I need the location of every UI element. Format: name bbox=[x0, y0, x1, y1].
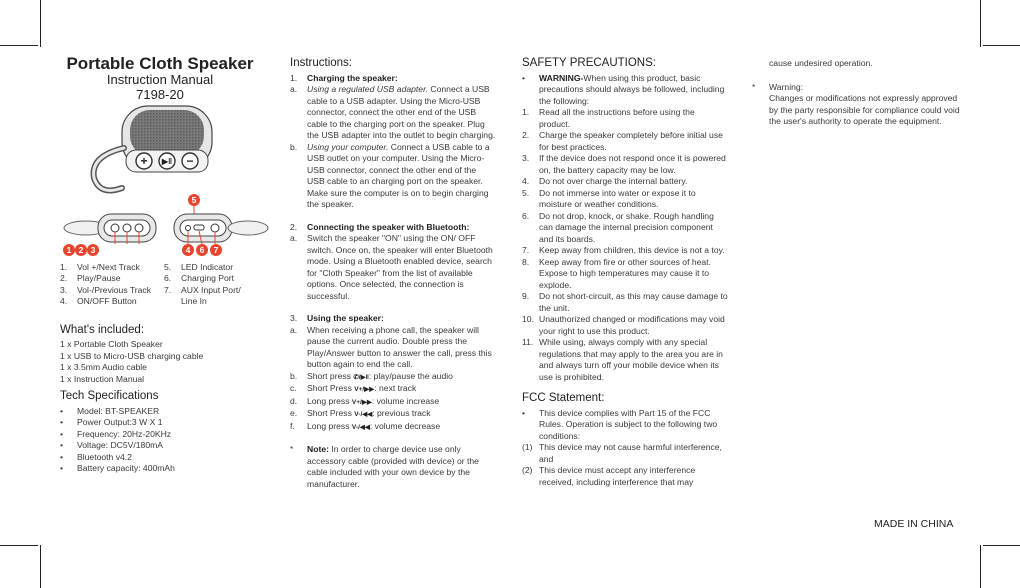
crop-mark bbox=[0, 545, 38, 546]
fcc-continuation: cause undesired operation. bbox=[769, 58, 873, 68]
badge-6: 6 bbox=[199, 244, 205, 255]
crop-mark bbox=[983, 45, 1020, 46]
badge-7: 7 bbox=[213, 244, 219, 255]
column-fcc-cont: cause undesired operation. * Warning: Changes or modifications not expressly approved by the party responsible for compliance could void the user's authority to operate the equipment. bbox=[752, 58, 962, 128]
svg-text:−: − bbox=[186, 153, 194, 168]
svg-text:+: + bbox=[140, 153, 148, 168]
svg-text:▶‖: ▶‖ bbox=[161, 156, 173, 166]
badge-3: 3 bbox=[90, 244, 96, 255]
column-overview bbox=[60, 54, 270, 475]
badge-5: 5 bbox=[191, 194, 197, 205]
speaker-illustration bbox=[60, 104, 270, 256]
safety-heading: SAFETY PRECAUTIONS: bbox=[522, 57, 656, 69]
charging-note: * Note: In order to charge device use only accessory cable (provided with device) or the cable included with your own device by the manufacturer. bbox=[290, 444, 479, 489]
warning-label: Warning: bbox=[769, 81, 804, 92]
fcc-heading: FCC Statement: bbox=[522, 392, 605, 404]
tech-heading: Tech Specifications bbox=[60, 390, 159, 402]
parts-legend: 1. Vol +/Next Track 2. Play/Pause 3. Vol-/Previous Track 4. ON/OFF Button 5. LED Indicator 6. Charging Port 7. AUX Input Port/ Line In bbox=[60, 261, 241, 306]
manual-subtitle: Instruction Manual bbox=[106, 71, 214, 87]
instructions-heading: Instructions: bbox=[290, 57, 352, 69]
included-heading: What's included: bbox=[60, 323, 145, 336]
made-in-label: MADE IN CHINA bbox=[874, 518, 954, 530]
manual-title: Portable Cloth Speaker bbox=[66, 54, 254, 73]
badge-1: 1 bbox=[66, 244, 72, 255]
side-view-left bbox=[64, 214, 156, 242]
included-list: 1 x Portable Cloth Speaker 1 x USB to Micro-USB charging cable 1 x 3.5mm Audio cable 1 x Instruction Manual bbox=[60, 339, 204, 384]
badge-4: 4 bbox=[185, 244, 191, 255]
crop-mark bbox=[40, 0, 41, 47]
badge-2: 2 bbox=[78, 244, 84, 255]
column-safety: SAFETY PRECAUTIONS: • WARNING-When using this product, basic precautions should always be followed, including the following: 1. Read all the instructions before using the product. 2. Charge the speaker completely before initial use for best practices. 3. If the device does not respond once it is powered on, the battery capacity may be low. 4. Do not over charge the internal battery. 5. Do not immerse into water or expose it to moisture or weather conditions. 6. Do not drop, knock, or shake. Rough handling can damage the internal precision component and its boards. 7. Keep away from children, this device is not a toy. 8. Keep away from fire or other sources of heat. Expose to high temperatures may cause it to explode. 9. Do not short-circuit, as this may cause damage to the unit. 10. Unauthorized changed or modifications may void your right to use this product. 11. While using, always comply with any special regulations that may apply to the area you are in and always turn off your mobile device when its use is prohibited. FCC Statement: • This device complies with Part 15 of the FCC Rules. Operation is subject to the following two conditions: (1) This device may not cause harmful interference, and (2) This device must accept any interference received, including interference that may bbox=[522, 57, 728, 487]
model-number: 7198-20 bbox=[136, 86, 184, 102]
crop-mark bbox=[983, 545, 1020, 546]
crop-mark bbox=[980, 0, 981, 47]
tech-list: • Model: BT-SPEAKER • Power Output:3 W X 1 • Frequency: 20Hz-20KHz • Voltage: DC5V/180mA • Bluetooth v4.2 • Battery capacity: 400mAh bbox=[60, 405, 175, 473]
crop-mark bbox=[0, 45, 38, 46]
warning-text: Changes or modifications not expressly approved by the party responsible for compliance could void the user's authority to operate the equipment. bbox=[769, 93, 960, 126]
crop-mark bbox=[40, 545, 41, 588]
crop-mark bbox=[980, 545, 981, 588]
column-instructions: Instructions: 1. Charging the speaker: a. Using a regulated USB adapter. Connect a USB cable to a USB adapter. Using the Micro-USB connector, connect the other end of the USB cable to the charging port on the speaker. Plug the USB adapter into the outlet to begin charging. b. Using your computer. Connect a USB cable to a USB outlet on your computer. Using the Micro-USB connector, connect the other end of the USB cable to an charging port on the speaker. Make sure the computer is on to begin charging the speaker. 2. Connecting the speaker with Bluetooth: a. Switch the speaker "ON" using the ON/ OFF switch. Once on, the speaker will enter Bluetooth mode. Using a Bluetooth enabled device, search for "Cloth Speaker" from the list of available options. Once selected, the connection is successful. 3. Using the speaker: a. When receiving a phone call, the speaker will pause the current audio. Double press the Play/Answer button to answer the call, press this button again to end the call. b. Short press ✆/▶‖: play/pause the audio c. Short Press V+/▶▶: next track d. Long press V+/▶▶: volume increase e. Short Press V-/◀◀: previous track f. Long press V-/◀◀: volume decrease * Note: In order to charge device use only accessory cable (provided with device) or the cable included with your own device by the manufacturer. bbox=[290, 57, 496, 489]
